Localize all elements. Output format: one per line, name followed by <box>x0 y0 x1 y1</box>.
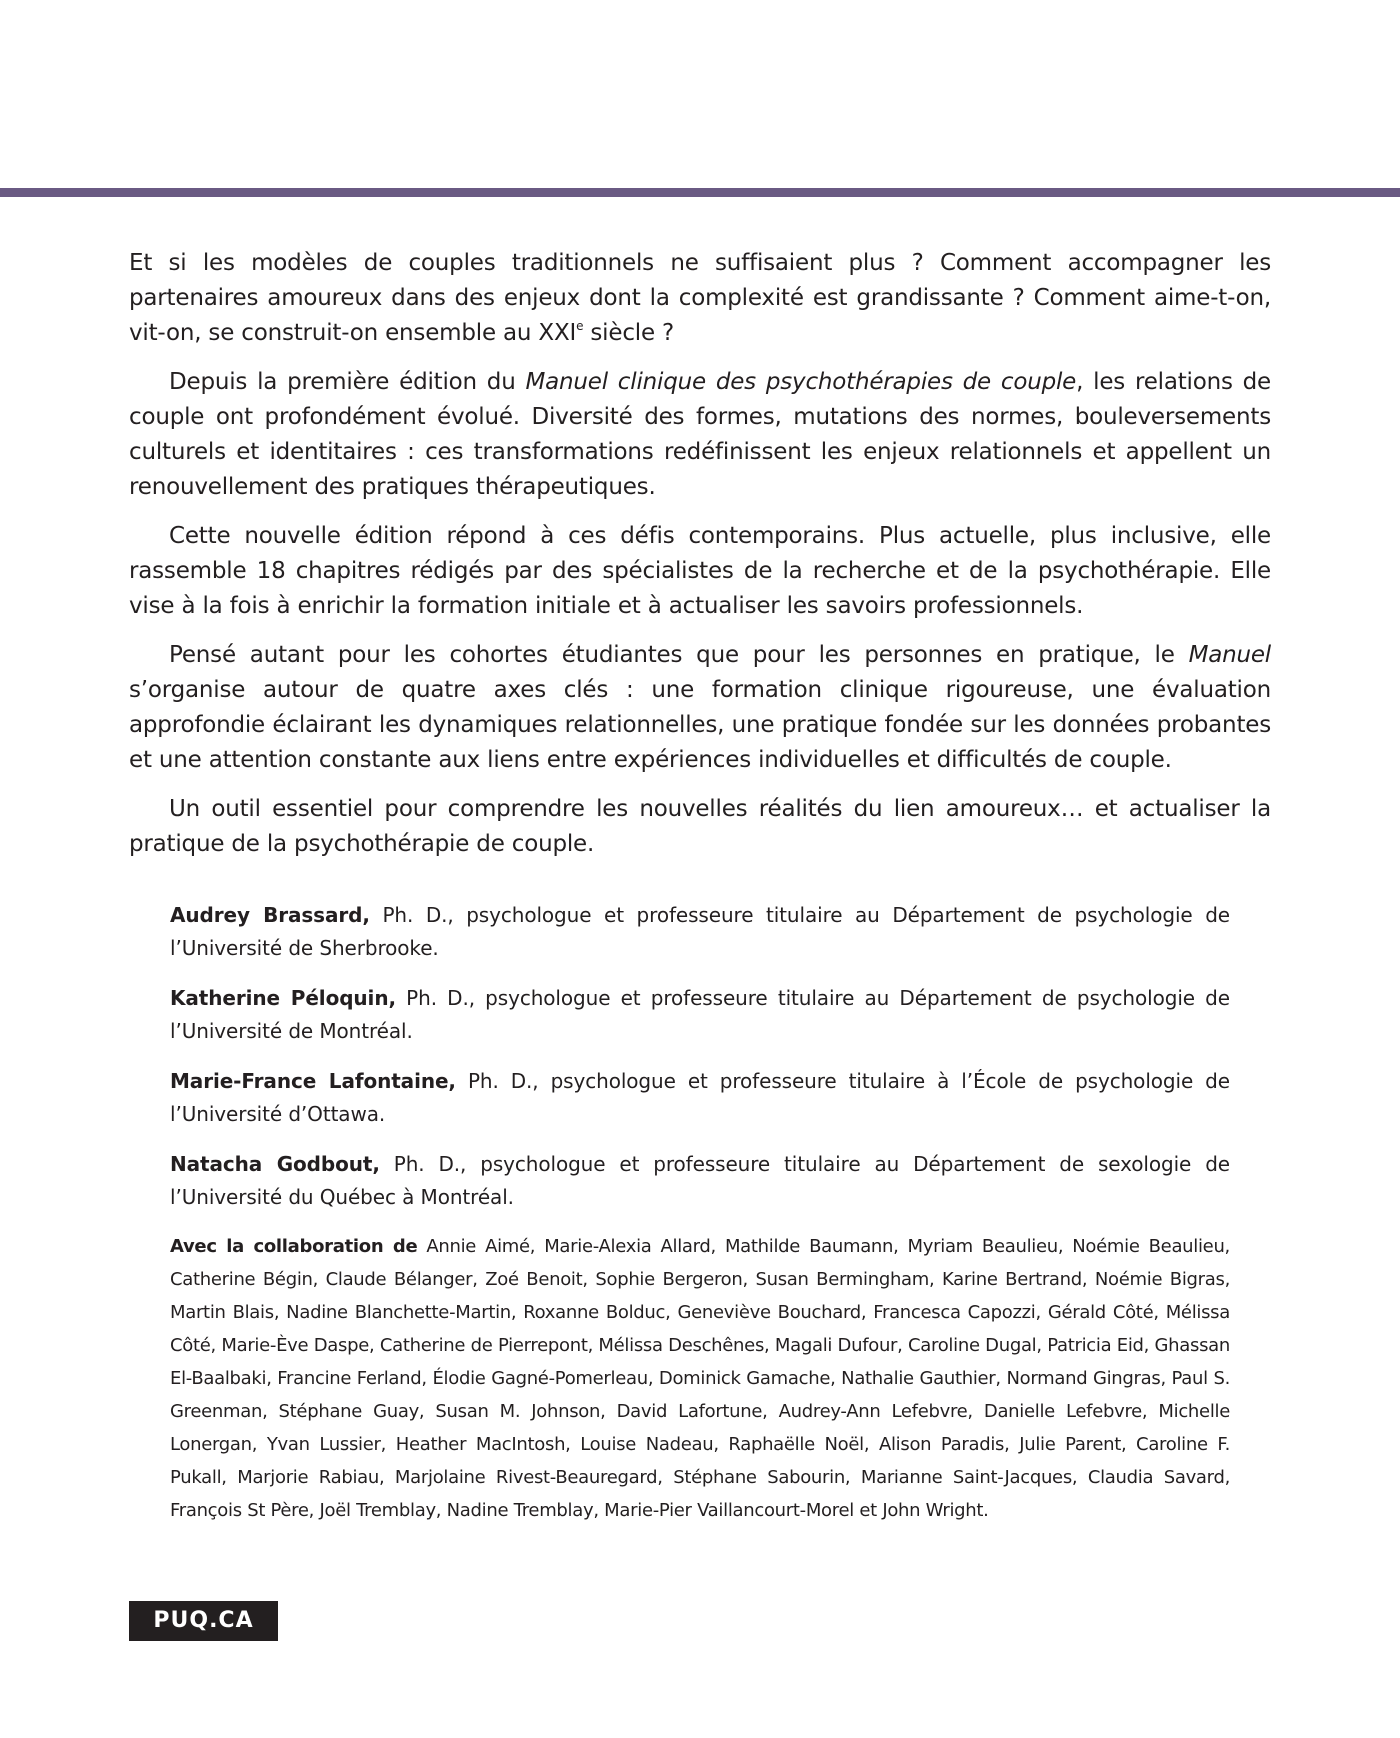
author-name: Marie-France Lafontaine, <box>170 1069 456 1093</box>
author-bios <box>170 899 1230 1231</box>
book-title-short: Manuel <box>1188 642 1271 668</box>
collaborators-list <box>170 1230 1230 1527</box>
blurb-paragraph-4: Pensé autant pour les cohortes étudiantes que pour les personnes en pratique, le Manuel s’organise autour de quatre axes clés : une formation clinique rigoureuse, une évaluation approfondie éclairant les dynamiques relationnelles, une pratique fondée sur les données probantes et une attention constante aux liens entre expériences individuelles et difficultés de couple. <box>129 642 1271 773</box>
author-bio: Natacha Godbout, Ph. D., psychologue et professeure titulaire au Département de sexologie de l’Université du Québec à Montréal. <box>170 1152 1230 1209</box>
author-name: Audrey Brassard, <box>170 903 370 927</box>
collaborator-names: Annie Aimé, Marie-Alexia Allard, Mathilde Baumann, Myriam Beaulieu, Noémie Beaulieu, Catherine Bégin, Claude Bélanger, Zoé Benoit, Sophie Bergeron, Susan Bermingham, Karine Bertrand, Noémie Bigras, Martin Blais, Nadine Blanchette-Martin, Roxanne Bolduc, Geneviève Bouchard, Francesca Capozzi, Gérald Côté, Mélissa Côté, Marie-Ève Daspe, Catherine de Pierrepont, Mélissa Deschênes, Magali Dufour, Caroline Dugal, Patricia Eid, Ghassan El-Baalbaki, Francine Ferland, Élodie Gagné-Pomerleau, Dominick Gamache, Nathalie Gauthier, Normand Gingras, Paul S. Greenman, Stéphane Guay, Susan M. Johnson, David Lafortune, Audrey-Ann Lefebvre, Danielle Lefebvre, Michelle Lonergan, Yvan Lussier, Heather MacIntosh, Louise Nadeau, Raphaëlle Noël, Alison Paradis, Julie Parent, Caroline F. Pukall, Marjorie Rabiau, Marjolaine Rivest-Beauregard, Stéphane Sabourin, Marianne Saint-Jacques, Claudia Savard, François St Père, Joël Tremblay, Nadine Tremblay, Marie-Pier Vaillancourt-Morel et John Wright. <box>170 1236 1230 1521</box>
blurb-paragraph-3: Cette nouvelle édition répond à ces défis contemporains. Plus actuelle, plus inclusive, elle rassemble 18 chapitres rédigés par des spécialistes de la recherche et de la psychothérapie. Elle vise à la fois à enrichir la formation initiale et à actualiser les savoirs professionnels. <box>129 523 1271 619</box>
author-name: Natacha Godbout, <box>170 1152 380 1176</box>
back-cover-blurb <box>129 246 1271 876</box>
collaboration-label: Avec la collaboration de <box>170 1236 418 1257</box>
author-bio: Marie-France Lafontaine, Ph. D., psychologue et professeure titulaire à l’École de psychologie de l’Université d’Ottawa. <box>170 1069 1230 1126</box>
blurb-paragraph-1: Et si les modèles de couples traditionnels ne suffisaient plus ? Comment accompagner les partenaires amoureux dans des enjeux dont la complexité est grandissante ? Comment aime-t-on, vit-on, se construit-on ensemble au XXIe siècle ? <box>129 250 1271 346</box>
book-title: Manuel clinique des psychothérapies de couple <box>525 369 1077 395</box>
blurb-paragraph-2: Depuis la première édition du Manuel clinique des psychothérapies de couple, les relations de couple ont profondément évolué. Diversité des formes, mutations des normes, bouleversements culturels et identitaires : ces transformations redéfinissent les enjeux relationnels et appellent un renouvellement des pratiques thérapeutiques. <box>129 369 1272 500</box>
author-name: Katherine Péloquin, <box>170 986 396 1010</box>
author-bio: Audrey Brassard, Ph. D., psychologue et professeure titulaire au Département de psychologie de l’Université de Sherbrooke. <box>170 903 1230 960</box>
blurb-paragraph-5: Un outil essentiel pour comprendre les nouvelles réalités du lien amoureux… et actualiser la pratique de la psychothérapie de couple. <box>129 796 1271 857</box>
top-divider-rule <box>0 188 1400 197</box>
author-bio: Katherine Péloquin, Ph. D., psychologue et professeure titulaire au Département de psychologie de l’Université de Montréal. <box>170 986 1230 1043</box>
publisher-url-badge[interactable]: PUQ.CA <box>129 1601 278 1641</box>
